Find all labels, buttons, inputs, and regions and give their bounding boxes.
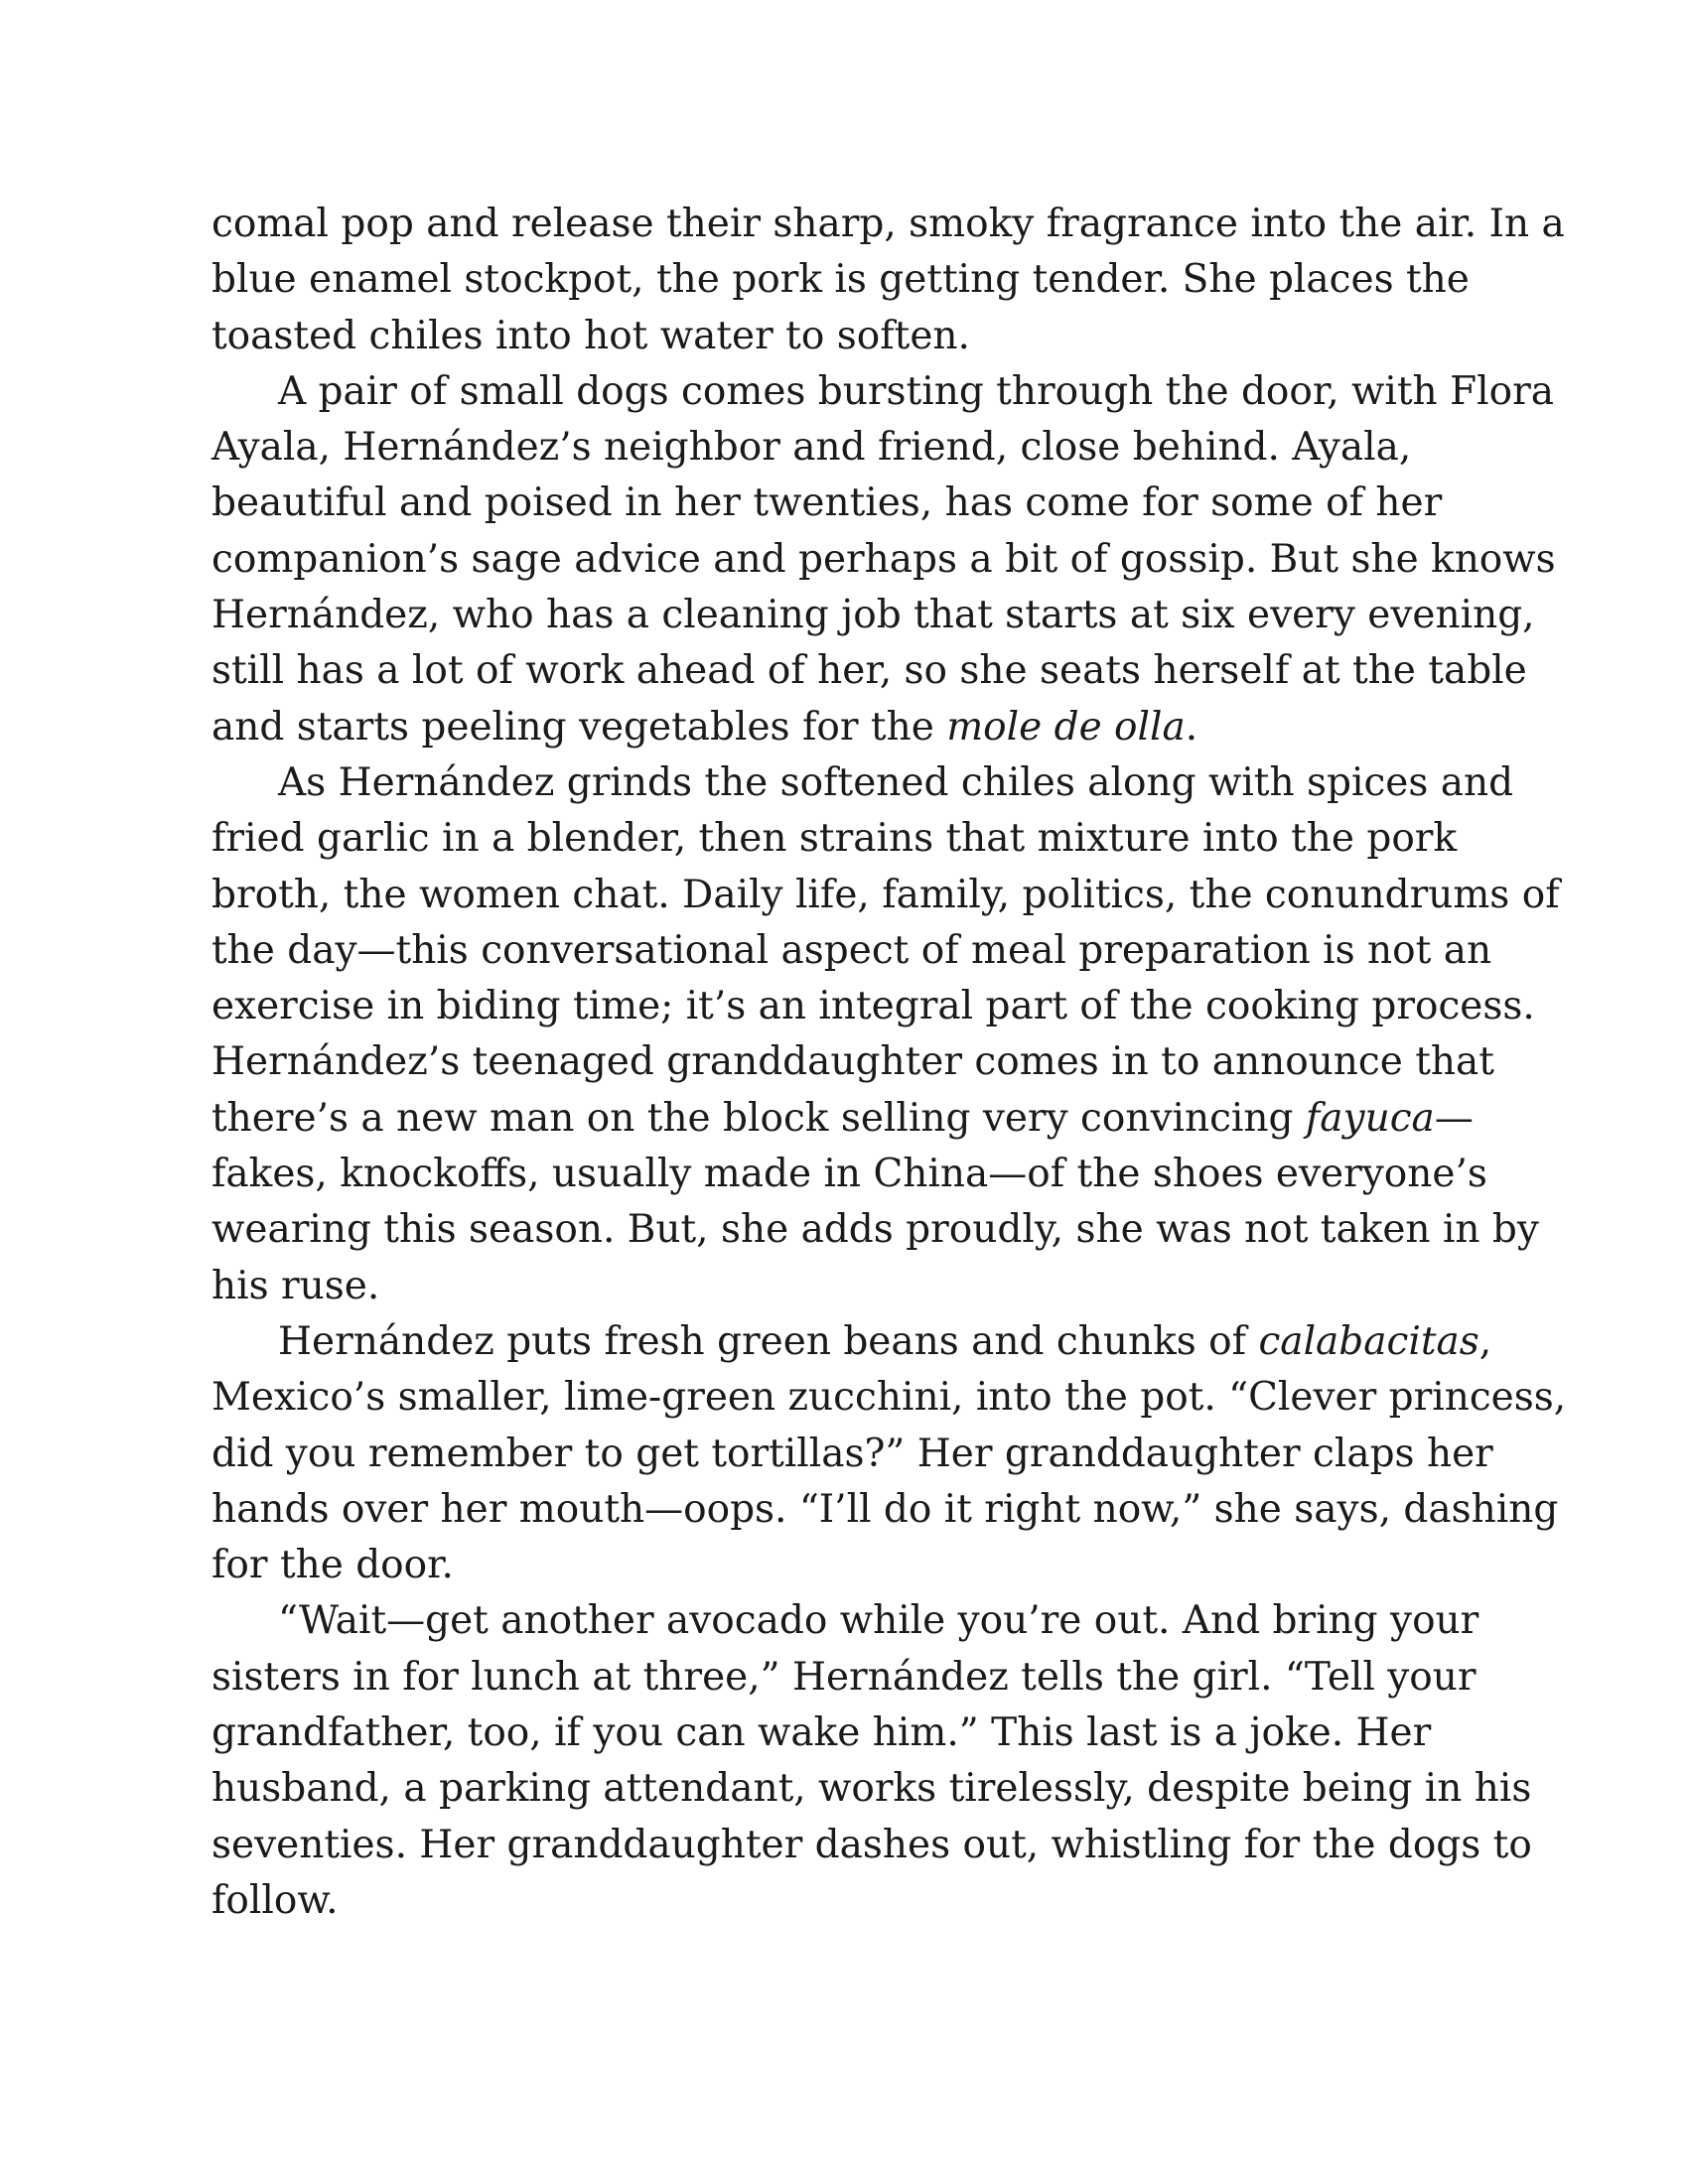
- text-segment: seventies. Her granddaughter dashes out, whistling for the dogs to: [211, 1822, 1532, 1867]
- text-line: [211, 923, 1492, 979]
- italic-text: mole de olla: [946, 704, 1186, 750]
- text-line: [211, 1259, 1492, 1314]
- text-segment: there’s a new man on the block selling very convincing: [211, 1095, 1306, 1141]
- text-segment: Mexico’s smaller, lime-green zucchini, into the pot. “Clever princess,: [211, 1375, 1567, 1421]
- text-segment: blue enamel stockpot, the pork is getting tender. She places the: [211, 257, 1470, 303]
- text-line: [211, 588, 1535, 643]
- text-segment: the day—this conversational aspect of meal preparation is not an: [211, 927, 1492, 973]
- text-line: [211, 979, 1535, 1034]
- document-page: [211, 197, 1567, 1929]
- text-line: [211, 868, 1560, 923]
- text-line: [211, 364, 1554, 420]
- text-line: [211, 1706, 1492, 1761]
- paragraph: [211, 755, 1560, 1314]
- text-line: [211, 1538, 1492, 1593]
- text-segment: fried garlic in a blender, then strains that mixture into the pork: [211, 816, 1458, 862]
- text-line: [211, 1482, 1559, 1538]
- text-line: [211, 1147, 1492, 1202]
- text-line: [211, 309, 1492, 364]
- text-segment: fakes, knockoffs, usually made in China—of the shoes everyone’s: [211, 1152, 1487, 1197]
- paragraph: [211, 364, 1556, 755]
- text-segment: A pair of small dogs comes bursting through the door, with Flora: [278, 368, 1554, 414]
- text-segment: wearing this season. But, she adds proudly, she was not taken in by: [211, 1207, 1539, 1253]
- text-line: [211, 1314, 1492, 1370]
- text-line: [211, 643, 1527, 699]
- text-line: [211, 420, 1492, 476]
- text-segment: As Hernández grinds the softened chiles along with spices and: [278, 759, 1514, 805]
- text-line: [211, 197, 1565, 252]
- text-segment: Hernández, who has a cleaning job that starts at six every evening,: [211, 593, 1535, 638]
- paragraph: [211, 1314, 1567, 1593]
- text-segment: follow.: [211, 1877, 339, 1923]
- text-segment: and starts peeling vegetables for the: [211, 704, 947, 750]
- text-line: [211, 476, 1492, 531]
- text-segment: broth, the women chat. Daily life, family, politics, the conundrums of: [211, 872, 1560, 917]
- text-segment: sisters in for lunch at three,” Hernández tells the girl. “Tell your: [211, 1654, 1477, 1700]
- text-line: [211, 1761, 1532, 1817]
- text-segment: companion’s sage advice and perhaps a bit of gossip. But she knows: [211, 536, 1556, 582]
- italic-text: calabacitas: [1258, 1318, 1479, 1364]
- text-segment: toasted chiles into hot water to soften.: [211, 313, 970, 358]
- text-segment: did you remember to get tortillas?” Her granddaughter claps her: [211, 1431, 1493, 1476]
- text-segment: .: [1185, 704, 1198, 750]
- text-line: [211, 1427, 1492, 1482]
- text-line: [211, 700, 1492, 755]
- text-line: [211, 532, 1556, 588]
- text-line: [211, 1202, 1539, 1258]
- text-line: [211, 1593, 1492, 1649]
- text-segment: Hernández puts fresh green beans and chunks of: [278, 1318, 1259, 1364]
- text-segment: his ruse.: [211, 1263, 380, 1308]
- text-segment: Hernández’s teenaged granddaughter comes in to announce that: [211, 1039, 1494, 1085]
- text-line: [211, 1818, 1532, 1873]
- text-segment: grandfather, too, if you can wake him.” This last is a joke. Her: [211, 1710, 1432, 1756]
- text-segment: comal pop and release their sharp, smoky fragrance into the air. In a: [211, 202, 1565, 246]
- text-line: [211, 252, 1492, 308]
- text-line: [211, 1034, 1492, 1090]
- text-line: [211, 1370, 1567, 1426]
- text-segment: Ayala, Hernández’s neighbor and friend, close behind. Ayala,: [211, 425, 1412, 471]
- paragraph: [211, 197, 1565, 364]
- text-segment: husband, a parking attendant, works tirelessly, despite being in his: [211, 1766, 1532, 1812]
- text-line: [211, 755, 1514, 811]
- text-line: [211, 1650, 1492, 1706]
- text-line: [211, 811, 1492, 867]
- text-segment: hands over her mouth—oops. “I’ll do it right now,” she says, dashing: [211, 1486, 1559, 1532]
- text-segment: beautiful and poised in her twenties, has come for some of her: [211, 480, 1443, 526]
- text-segment: for the door.: [211, 1543, 454, 1588]
- text-line: [211, 1091, 1492, 1147]
- text-segment: “Wait—get another avocado while you’re out. And bring your: [278, 1598, 1479, 1644]
- text-segment: ,: [1478, 1318, 1492, 1364]
- italic-text: fayuca: [1305, 1095, 1435, 1141]
- text-segment: —: [1434, 1095, 1474, 1141]
- text-line: [211, 1873, 1492, 1929]
- text-segment: still has a lot of work ahead of her, so she seats herself at the table: [211, 648, 1527, 694]
- text-segment: exercise in biding time; it’s an integral part of the cooking process.: [211, 984, 1535, 1029]
- paragraph: [211, 1593, 1532, 1929]
